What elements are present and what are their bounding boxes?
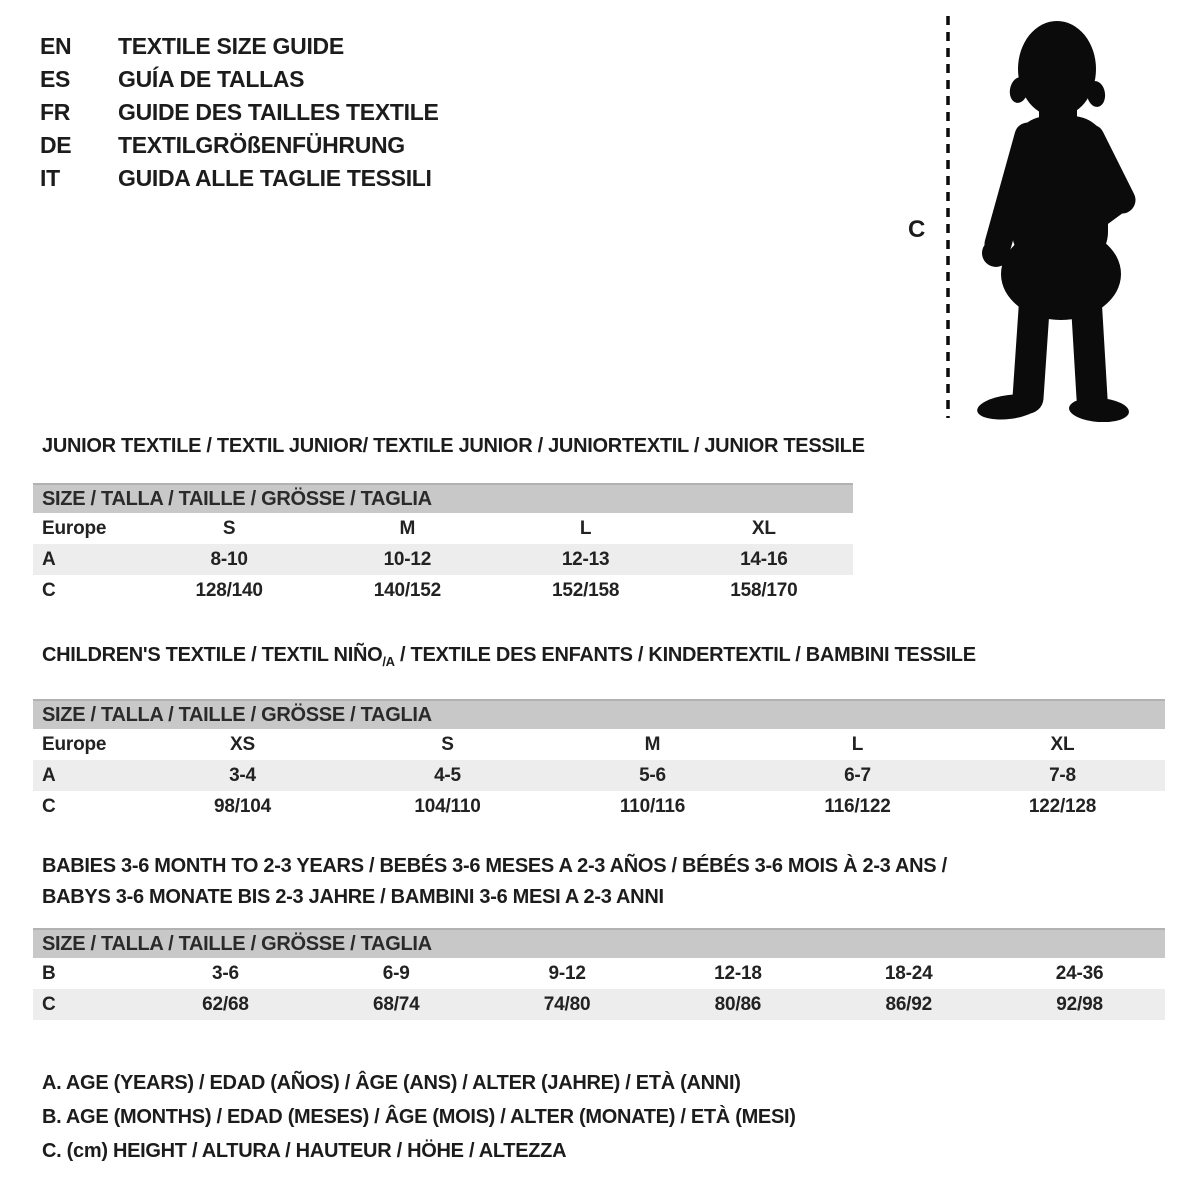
legend-line: A. AGE (YEARS) / EDAD (AÑOS) / ÂGE (ANS) / ALTER (JAHRE) / ETÀ (ANNI) xyxy=(42,1072,741,1094)
row-value: 110/116 xyxy=(619,796,686,817)
language-code: DE xyxy=(40,132,72,158)
row-value: 152/158 xyxy=(551,580,620,601)
table-row xyxy=(33,760,1165,791)
row-value: 3-6 xyxy=(211,963,239,984)
row-value: 104/110 xyxy=(414,796,481,817)
size-table xyxy=(33,513,853,606)
row-value: 140/152 xyxy=(373,580,442,601)
row-label: Europe xyxy=(42,734,107,755)
section-title-line xyxy=(42,882,1165,913)
language-title: TEXTILE SIZE GUIDE xyxy=(118,33,344,59)
row-value: 158/170 xyxy=(730,580,798,601)
row-label: A xyxy=(42,765,56,786)
language-code: ES xyxy=(40,66,71,92)
size-header-bar xyxy=(33,928,1165,958)
size-header-label: SIZE / TALLA / TAILLE / GRÖSSE / TAGLIA xyxy=(42,704,432,726)
table-row xyxy=(33,513,853,544)
row-value: 128/140 xyxy=(195,580,263,601)
table-row xyxy=(33,729,1165,760)
size-header-label: SIZE / TALLA / TAILLE / GRÖSSE / TAGLIA xyxy=(42,933,432,955)
section-title-line xyxy=(42,643,1165,674)
row-value: M xyxy=(399,518,416,539)
table-row xyxy=(33,958,1165,989)
legend-block xyxy=(42,1066,796,1168)
table-row xyxy=(33,544,853,575)
row-value: 74/80 xyxy=(543,994,591,1015)
section-title-line xyxy=(42,434,865,458)
language-title: GUIDE DES TAILLES TEXTILE xyxy=(118,99,439,125)
row-value: S xyxy=(441,734,454,755)
row-value: 18-24 xyxy=(884,963,933,984)
row-label: C xyxy=(42,994,56,1015)
language-row xyxy=(40,63,439,96)
language-row xyxy=(40,129,439,162)
row-value: 122/128 xyxy=(1028,796,1097,817)
row-label: C xyxy=(42,796,56,817)
size-section-children xyxy=(33,643,1165,822)
row-value: M xyxy=(644,734,661,755)
row-value: 14-16 xyxy=(740,549,788,570)
row-value: XL xyxy=(751,518,776,539)
row-label: A xyxy=(42,549,56,570)
measure-label-c: C xyxy=(908,216,926,243)
row-value: 68/74 xyxy=(372,994,420,1015)
row-value: 86/92 xyxy=(885,994,932,1015)
row-label: C xyxy=(42,580,56,601)
legend-line: B. AGE (MONTHS) / EDAD (MESES) / ÂGE (MOIS) / ALTER (MONATE) / ETÀ (MESI) xyxy=(42,1106,796,1128)
section-title-line xyxy=(42,851,1165,882)
row-value: 80/86 xyxy=(714,994,762,1015)
language-title: GUÍA DE TALLAS xyxy=(118,66,305,92)
section-title xyxy=(33,851,1165,913)
language-title: TEXTILGRÖßENFÜHRUNG xyxy=(118,132,405,158)
row-value: 92/98 xyxy=(1056,994,1103,1015)
title-segment: CHILDREN'S TEXTILE / TEXTIL NIÑO xyxy=(42,644,383,666)
language-code: EN xyxy=(40,33,72,59)
row-value: 4-5 xyxy=(434,765,461,786)
language-row xyxy=(40,162,439,195)
row-value: XL xyxy=(1050,734,1075,755)
row-value: XS xyxy=(230,734,255,755)
row-value: S xyxy=(222,518,236,539)
row-value: 3-4 xyxy=(229,765,256,786)
language-code: FR xyxy=(40,99,71,125)
title-segment: /A xyxy=(382,654,395,669)
row-value: L xyxy=(851,734,864,755)
size-table xyxy=(33,958,1165,1020)
toddler-silhouette-icon xyxy=(976,21,1130,422)
language-row xyxy=(40,96,439,129)
size-header-bar xyxy=(33,699,1165,729)
row-value: L xyxy=(579,518,592,539)
title-segment: / TEXTILE DES ENFANTS / KINDERTEXTIL / BAMBINI TESSILE xyxy=(394,644,976,666)
row-value: 24-36 xyxy=(1055,963,1104,984)
language-title: GUIDA ALLE TAGLIE TESSILI xyxy=(118,165,432,191)
size-table xyxy=(33,729,1165,822)
table-row xyxy=(33,791,1165,822)
section-title xyxy=(33,434,865,458)
row-value: 7-8 xyxy=(1049,765,1076,786)
row-value: 62/68 xyxy=(202,994,249,1015)
size-header-label: SIZE / TALLA / TAILLE / GRÖSSE / TAGLIA xyxy=(42,488,432,510)
size-section-babies xyxy=(33,851,1165,1020)
legend-line: C. (cm) HEIGHT / ALTURA / HAUTEUR / HÖHE / ALTEZZA xyxy=(42,1140,567,1162)
language-code: IT xyxy=(40,165,60,191)
row-value: 8-10 xyxy=(210,549,248,570)
section-title xyxy=(33,643,1165,674)
language-row xyxy=(40,30,439,63)
title-segment: BABYS 3-6 MONATE BIS 2-3 JAHRE / BAMBINI 3-6 MESI A 2-3 ANNI xyxy=(42,886,664,908)
row-value: 9-12 xyxy=(548,963,586,984)
row-value: 12-18 xyxy=(714,963,762,984)
row-label: B xyxy=(42,963,56,984)
measure-figure xyxy=(940,12,1148,422)
row-value: 6-7 xyxy=(844,765,871,786)
table-row xyxy=(33,575,853,606)
table-row xyxy=(33,989,1165,1020)
size-section-junior xyxy=(33,434,865,606)
row-value: 116/122 xyxy=(824,796,891,817)
row-value: 10-12 xyxy=(383,549,432,570)
row-value: 98/104 xyxy=(214,796,271,817)
row-value: 6-9 xyxy=(382,963,410,984)
language-list xyxy=(40,30,439,195)
row-value: 5-6 xyxy=(639,765,666,786)
title-segment: BABIES 3-6 MONTH TO 2-3 YEARS / BEBÉS 3-6 MESES A 2-3 AÑOS / BÉBÉS 3-6 MOIS À 2-3 ANS / xyxy=(42,855,947,877)
row-value: 12-13 xyxy=(561,549,610,570)
size-header-bar xyxy=(33,483,853,513)
row-label: Europe xyxy=(42,518,107,539)
title-segment: JUNIOR TEXTILE / TEXTIL JUNIOR/ TEXTILE JUNIOR / JUNIORTEXTIL / JUNIOR TESSILE xyxy=(42,435,865,457)
